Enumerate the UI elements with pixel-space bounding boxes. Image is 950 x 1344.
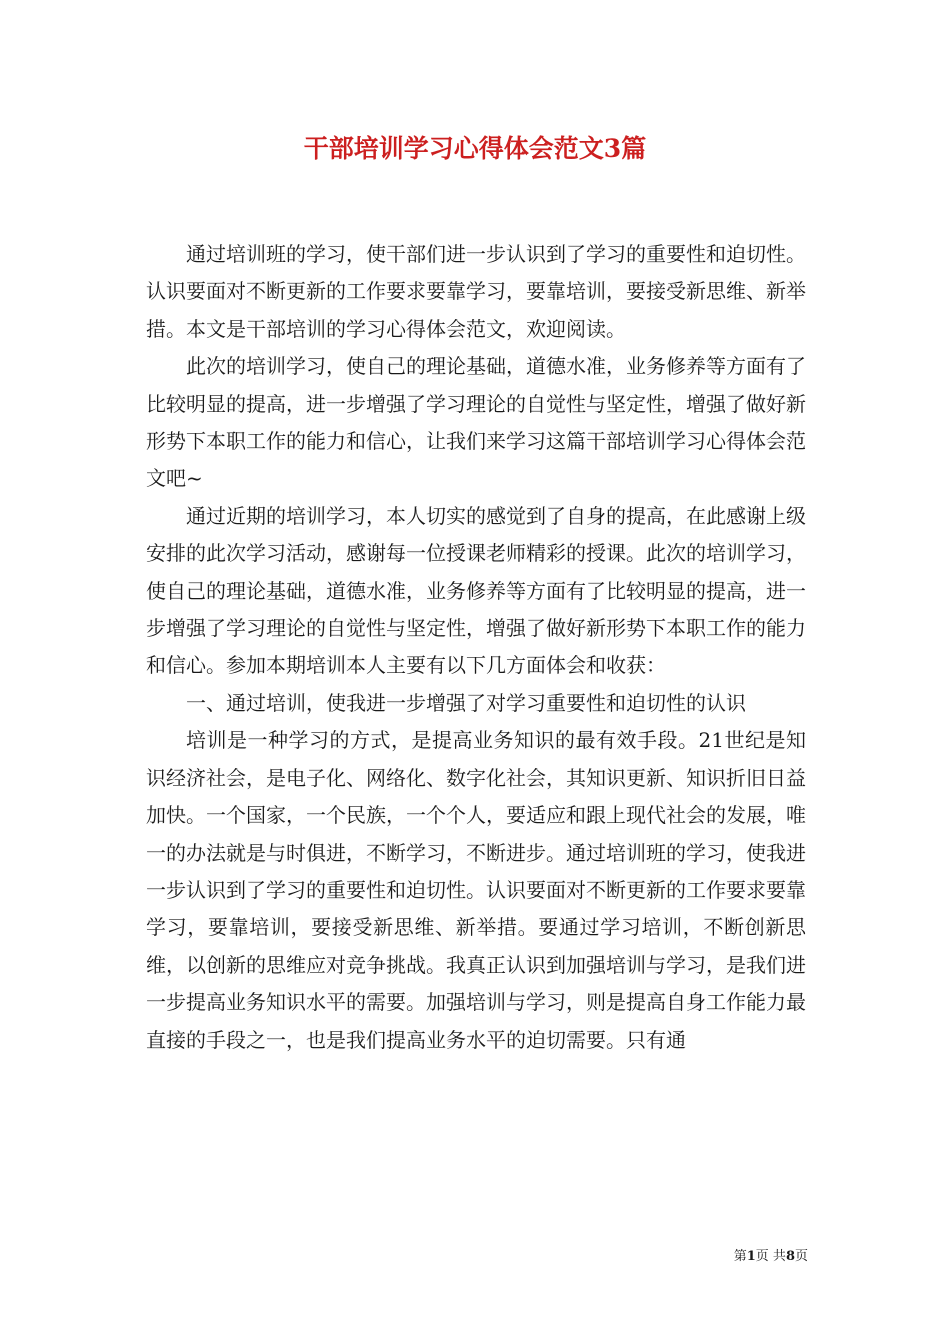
footer-middle: 页 共 <box>755 1249 786 1264</box>
paragraph-intro: 通过培训班的学习，使干部们进一步认识到了学习的重要性和迫切性。认识要面对不断更新的工作要求要靠学习，要靠培训，要接受新思维、新举措。本文是干部培训的学习心得体会范文，欢迎阅读。 <box>146 242 806 341</box>
current-page-number: 1 <box>746 1249 756 1264</box>
footer-prefix: 第 <box>733 1249 747 1264</box>
footer-suffix: 页 <box>794 1249 808 1264</box>
total-pages-number: 8 <box>785 1249 795 1264</box>
paragraph-summary: 此次的培训学习，使自己的理论基础，道德水准，业务修养等方面有了比较明显的提高，进一步增强了学习理论的自觉性与坚定性，增强了做好新形势下本职工作的能力和信心，让我们来学习这篇干部培训学习心得体会范文吧~ <box>146 354 806 491</box>
paragraph-section-1: 培训是一种学习的方式，是提高业务知识的最有效手段。21世纪是知识经济社会，是电子化、网络化、数字化社会，其知识更新、知识折旧日益加快。一个国家，一个民族，一个个人，要适应和跟上现代社会的发展，唯一的办法就是与时俱进，不断学习，不断进步。通过培训班的学习，使我进一步认识到了学习的重要性和迫切性。认识要面对不断更新的工作要求要靠学习，要靠培训，要接受新思维、新举措。要通过学习培训，不断创新思维，以创新的思维应对竞争挑战。我真正认识到加强培训与学习，是我们进一步提高业务知识水平的需要。加强培训与学习，则是提高自身工作能力最直接的手段之一，也是我们提高业务水平的迫切需要。只有通 <box>146 728 806 1052</box>
section-heading-1: 一、通过培训，使我进一步增强了对学习重要性和迫切性的认识 <box>186 690 746 715</box>
document-title: 干部培训学习心得体会范文3篇 <box>303 134 647 163</box>
page-number-footer <box>0 1248 808 1266</box>
paragraph-experience: 通过近期的培训学习，本人切实的感觉到了自身的提高，在此感谢上级安排的此次学习活动，感谢每一位授课老师精彩的授课。此次的培训学习，使自己的理论基础，道德水准，业务修养等方面有了比较明显的提高，进一步增强了学习理论的自觉性与坚定性，增强了做好新形势下本职工作的能力和信心。参加本期培训本人主要有以下几方面体会和收获： <box>146 503 806 678</box>
document-body <box>146 236 806 1059</box>
